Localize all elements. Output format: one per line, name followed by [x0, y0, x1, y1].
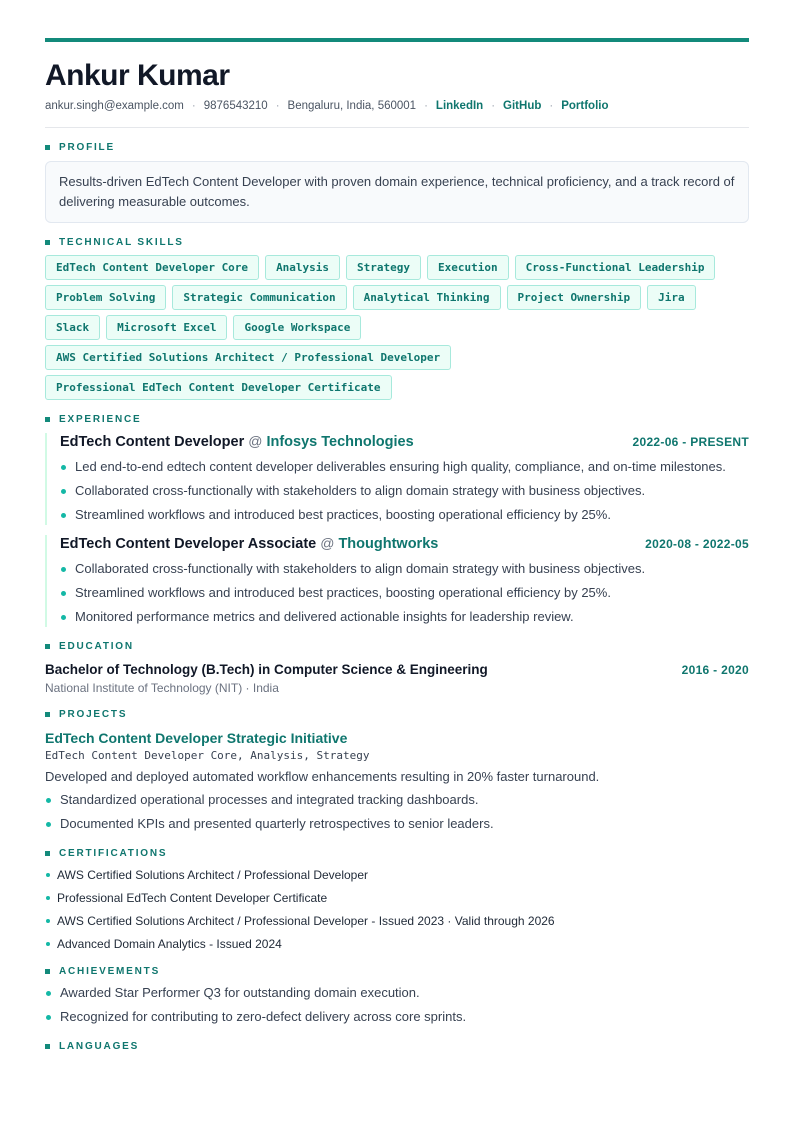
- achievement-item: Awarded Star Performer Q3 for outstanding domain execution.: [45, 983, 749, 1003]
- achievement-item: Recognized for contributing to zero-defect delivery across core sprints.: [45, 1007, 749, 1027]
- company-name: Infosys Technologies: [266, 434, 414, 450]
- skill-chip: Execution: [427, 255, 509, 280]
- skill-chip: Analytical Thinking: [353, 285, 501, 310]
- phone[interactable]: 9876543210: [203, 100, 268, 112]
- linkedin-link[interactable]: LinkedIn: [435, 100, 484, 112]
- skills-list: [45, 255, 749, 400]
- job-bullet: Collaborated cross-functionally with stakeholders to align domain strategy with business objectives.: [60, 481, 749, 501]
- project-bullets: [45, 790, 749, 834]
- candidate-name: Ankur Kumar: [45, 59, 230, 92]
- certifications-list: [45, 867, 749, 952]
- experience-item: [45, 433, 749, 525]
- section-title: PROFILE: [59, 142, 115, 153]
- portfolio-link[interactable]: Portfolio: [561, 100, 609, 112]
- skill-chip: Strategic Communication: [172, 285, 346, 310]
- certification-item: Advanced Domain Analytics - Issued 2024: [45, 936, 749, 952]
- certification-item: AWS Certified Solutions Architect / Professional Developer - Issued 2023 · Valid through 2026: [45, 913, 749, 929]
- section-title: EDUCATION: [59, 641, 134, 652]
- achievements-list: [45, 983, 749, 1027]
- skill-chip: Analysis: [265, 255, 340, 280]
- accent-bar: [45, 38, 749, 42]
- contact-line: [45, 100, 749, 112]
- skill-chip: Cross-Functional Leadership: [515, 255, 716, 280]
- section-title: LANGUAGES: [59, 1041, 140, 1052]
- resume-page: [45, 0, 749, 1052]
- project-tech-stack: EdTech Content Developer Core, Analysis, Strategy: [45, 749, 370, 762]
- section-marker-icon: [45, 240, 50, 245]
- skill-chip: Microsoft Excel: [106, 315, 227, 340]
- at-symbol: @: [248, 433, 263, 449]
- separator: ·: [491, 100, 496, 112]
- section-marker-icon: [45, 1044, 50, 1049]
- skill-chip: Slack: [45, 315, 100, 340]
- section-marker-icon: [45, 712, 50, 717]
- section-heading-education: [45, 641, 749, 652]
- company-name: Thoughtworks: [338, 536, 439, 552]
- job-bullet: Led end-to-end edtech content developer deliverables ensuring high quality, compliance, and on-time milestones.: [60, 457, 749, 477]
- certification-item: AWS Certified Solutions Architect / Professional Developer: [45, 867, 749, 883]
- section-heading-projects: [45, 709, 749, 720]
- skill-chip: Strategy: [346, 255, 421, 280]
- header-divider: [45, 127, 749, 128]
- separator: ·: [275, 100, 280, 112]
- job-bullet: Streamlined workflows and introduced best practices, boosting operational efficiency by 25%.: [60, 505, 749, 525]
- section-heading-achievements: [45, 966, 749, 977]
- skill-chip: EdTech Content Developer Core: [45, 255, 259, 280]
- experience-item: [45, 535, 749, 627]
- separator: ·: [424, 100, 428, 112]
- job-title: EdTech Content Developer Associate: [60, 536, 317, 552]
- education-dates: 2016 - 2020: [681, 663, 749, 677]
- job-bullet: Streamlined workflows and introduced best practices, boosting operational efficiency by 25%.: [60, 583, 749, 603]
- job-bullet: Collaborated cross-functionally with stakeholders to align domain strategy with business objectives.: [60, 559, 749, 579]
- github-link[interactable]: GitHub: [503, 100, 542, 112]
- separator: ·: [549, 100, 554, 112]
- skill-chip: AWS Certified Solutions Architect / Professional Developer: [45, 345, 451, 370]
- skill-chip: Project Ownership: [507, 285, 642, 310]
- section-title: TECHNICAL SKILLS: [59, 237, 184, 248]
- job-dates: 2022-06 - PRESENT: [632, 435, 749, 449]
- skill-chip: Jira: [647, 285, 696, 310]
- separator: ·: [191, 100, 196, 112]
- skill-chip: Problem Solving: [45, 285, 166, 310]
- at-symbol: @: [320, 535, 335, 551]
- skill-chip: Professional EdTech Content Developer Certificate: [45, 375, 392, 400]
- school: National Institute of Technology (NIT) · India: [45, 681, 279, 695]
- email[interactable]: ankur.singh@example.com: [45, 100, 184, 112]
- education-item: [45, 662, 749, 677]
- section-marker-icon: [45, 644, 50, 649]
- section-title: CERTIFICATIONS: [59, 848, 168, 859]
- project-bullet: Standardized operational processes and integrated tracking dashboards.: [45, 790, 749, 810]
- section-marker-icon: [45, 145, 50, 150]
- section-heading-profile: [45, 142, 749, 153]
- section-marker-icon: [45, 851, 50, 856]
- section-marker-icon: [45, 417, 50, 422]
- job-bullets: [60, 559, 749, 627]
- section-marker-icon: [45, 969, 50, 974]
- degree: Bachelor of Technology (B.Tech) in Computer Science & Engineering: [45, 662, 488, 677]
- section-heading-languages: [45, 1041, 749, 1052]
- project-description: Developed and deployed automated workflow enhancements resulting in 20% faster turnaround.: [45, 769, 600, 784]
- job-dates: 2020-08 - 2022-05: [645, 537, 749, 551]
- location: Bengaluru, India, 560001: [287, 100, 417, 112]
- section-heading-experience: [45, 414, 749, 425]
- job-bullets: [60, 457, 749, 525]
- certification-item: Professional EdTech Content Developer Certificate: [45, 890, 749, 906]
- section-title: EXPERIENCE: [59, 414, 142, 425]
- section-heading-certifications: [45, 848, 749, 859]
- section-title: ACHIEVEMENTS: [59, 966, 161, 977]
- project-bullet: Documented KPIs and presented quarterly retrospectives to senior leaders.: [45, 814, 749, 834]
- job-bullet: Monitored performance metrics and delivered actionable insights for leadership review.: [60, 607, 749, 627]
- section-title: PROJECTS: [59, 709, 128, 720]
- project-title: EdTech Content Developer Strategic Initiative: [45, 730, 348, 746]
- skill-chip: Google Workspace: [233, 315, 361, 340]
- profile-summary: Results-driven EdTech Content Developer with proven domain experience, technical proficiency, and a track record of delivering measurable outcomes.: [45, 161, 749, 223]
- section-heading-skills: [45, 237, 749, 248]
- job-title: EdTech Content Developer: [60, 434, 245, 450]
